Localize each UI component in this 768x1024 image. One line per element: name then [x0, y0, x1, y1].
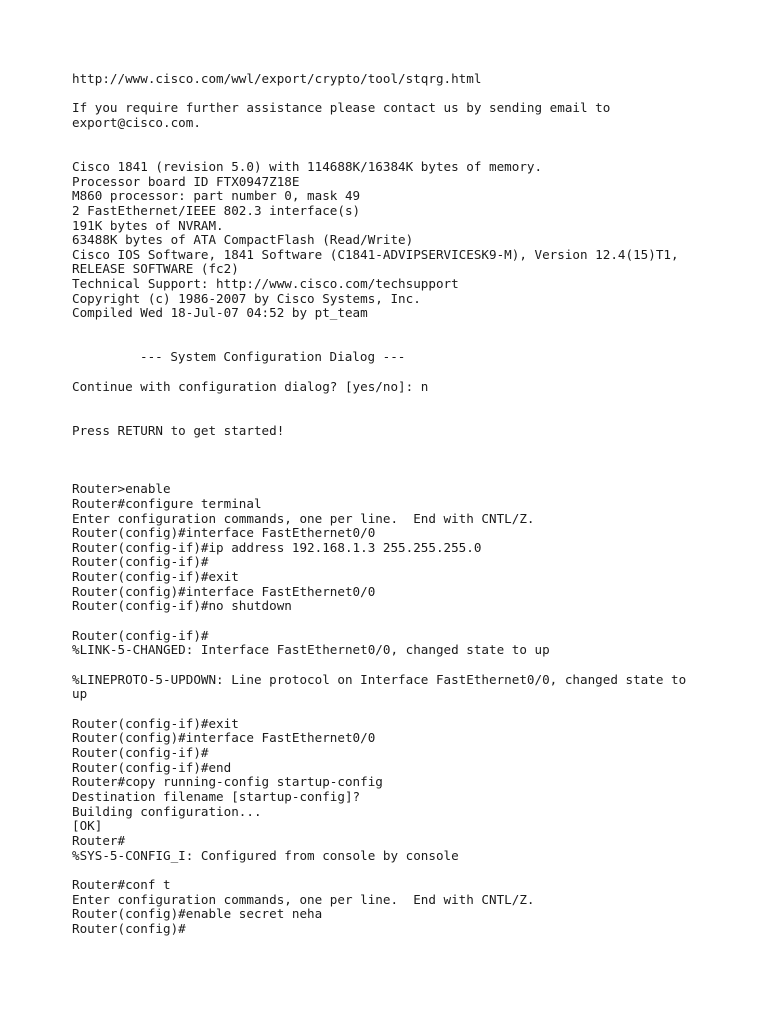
terminal-line: Enter configuration commands, one per line. End with CNTL/Z.: [72, 510, 535, 526]
terminal-line: Router(config-if)#ip address 192.168.1.3 255.255.255.0: [72, 539, 482, 555]
terminal-line: [72, 438, 732, 453]
terminal-line: Cisco 1841 (revision 5.0) with 114688K/16384K bytes of memory.: [72, 158, 543, 174]
terminal-line: Continue with configuration dialog? [yes/no]: n: [72, 378, 429, 394]
terminal-line: Router(config)#interface FastEthernet0/0: [72, 525, 376, 541]
terminal-line: [72, 87, 732, 102]
terminal-line: %LINEPROTO-5-UPDOWN: Line protocol on Interface FastEthernet0/0, changed state to: [72, 671, 687, 687]
terminal-line: Compiled Wed 18-Jul-07 04:52 by pt_team: [72, 305, 368, 321]
terminal-line: Router(config-if)#exit: [72, 715, 239, 731]
terminal-line: Router#configure terminal: [72, 495, 262, 511]
terminal-line: If you require further assistance please contact us by sending email to: [72, 100, 611, 116]
terminal-line: Router#conf t: [72, 876, 171, 892]
terminal-line: M860 processor: part number 0, mask 49: [72, 188, 361, 204]
terminal-line: Router(config-if)#no shutdown: [72, 598, 292, 614]
terminal-line: Router#copy running-config startup-config: [72, 774, 383, 790]
terminal-line: Router(config-if)#: [72, 627, 209, 643]
terminal-line: [72, 145, 732, 160]
terminal-line: Router(config-if)#end: [72, 759, 232, 775]
terminal-line: [72, 453, 732, 468]
terminal-line: [72, 336, 732, 351]
terminal-line: [OK]: [72, 818, 103, 834]
terminal-line: Router#: [72, 832, 126, 848]
terminal-line: Processor board ID FTX0947Z18E: [72, 173, 300, 189]
terminal-line: export@cisco.com.: [72, 114, 201, 130]
terminal-line: [72, 863, 732, 878]
dialog-heading: --- System Configuration Dialog ---: [140, 349, 406, 365]
terminal-line: Router(config)#interface FastEthernet0/0: [72, 583, 376, 599]
terminal-line: [72, 131, 732, 146]
terminal-line: Router(config)#: [72, 920, 186, 936]
terminal-line: http://www.cisco.com/wwl/export/crypto/tool/stqrg.html: [72, 71, 482, 86]
terminal-output: [72, 72, 732, 936]
terminal-line: [72, 409, 732, 424]
terminal-line: [72, 702, 732, 717]
terminal-line: Router(config)#interface FastEthernet0/0: [72, 730, 376, 746]
terminal-line: up: [72, 686, 88, 702]
terminal-line: 63488K bytes of ATA CompactFlash (Read/Write): [72, 232, 414, 248]
terminal-line: [72, 394, 732, 409]
terminal-line: Router>enable: [72, 481, 171, 497]
terminal-line: %SYS-5-CONFIG_I: Configured from console by console: [72, 847, 459, 863]
terminal-line: %LINK-5-CHANGED: Interface FastEthernet0/0, changed state to up: [72, 642, 550, 658]
terminal-line: RELEASE SOFTWARE (fc2): [72, 261, 239, 277]
terminal-line: [72, 365, 732, 380]
terminal-line: Building configuration...: [72, 803, 262, 819]
terminal-line: [72, 321, 732, 336]
terminal-line: Technical Support: http://www.cisco.com/techsupport: [72, 276, 459, 292]
terminal-line: [72, 468, 732, 483]
terminal-line: Copyright (c) 1986-2007 by Cisco Systems, Inc.: [72, 290, 421, 306]
terminal-line: Router(config)#enable secret neha: [72, 906, 323, 922]
terminal-line: Router(config-if)#: [72, 554, 209, 570]
terminal-line: Enter configuration commands, one per line. End with CNTL/Z.: [72, 891, 535, 907]
terminal-line: Cisco IOS Software, 1841 Software (C1841-ADVIPSERVICESK9-M), Version 12.4(15)T1,: [72, 246, 679, 262]
terminal-line: 191K bytes of NVRAM.: [72, 217, 224, 233]
terminal-line: [72, 614, 732, 629]
terminal-line: [72, 658, 732, 673]
terminal-line: Press RETURN to get started!: [72, 422, 285, 438]
terminal-line: Destination filename [startup-config]?: [72, 788, 361, 804]
terminal-line: Router(config-if)#exit: [72, 569, 239, 585]
terminal-line: Router(config-if)#: [72, 744, 209, 760]
terminal-line: 2 FastEthernet/IEEE 802.3 interface(s): [72, 202, 361, 218]
